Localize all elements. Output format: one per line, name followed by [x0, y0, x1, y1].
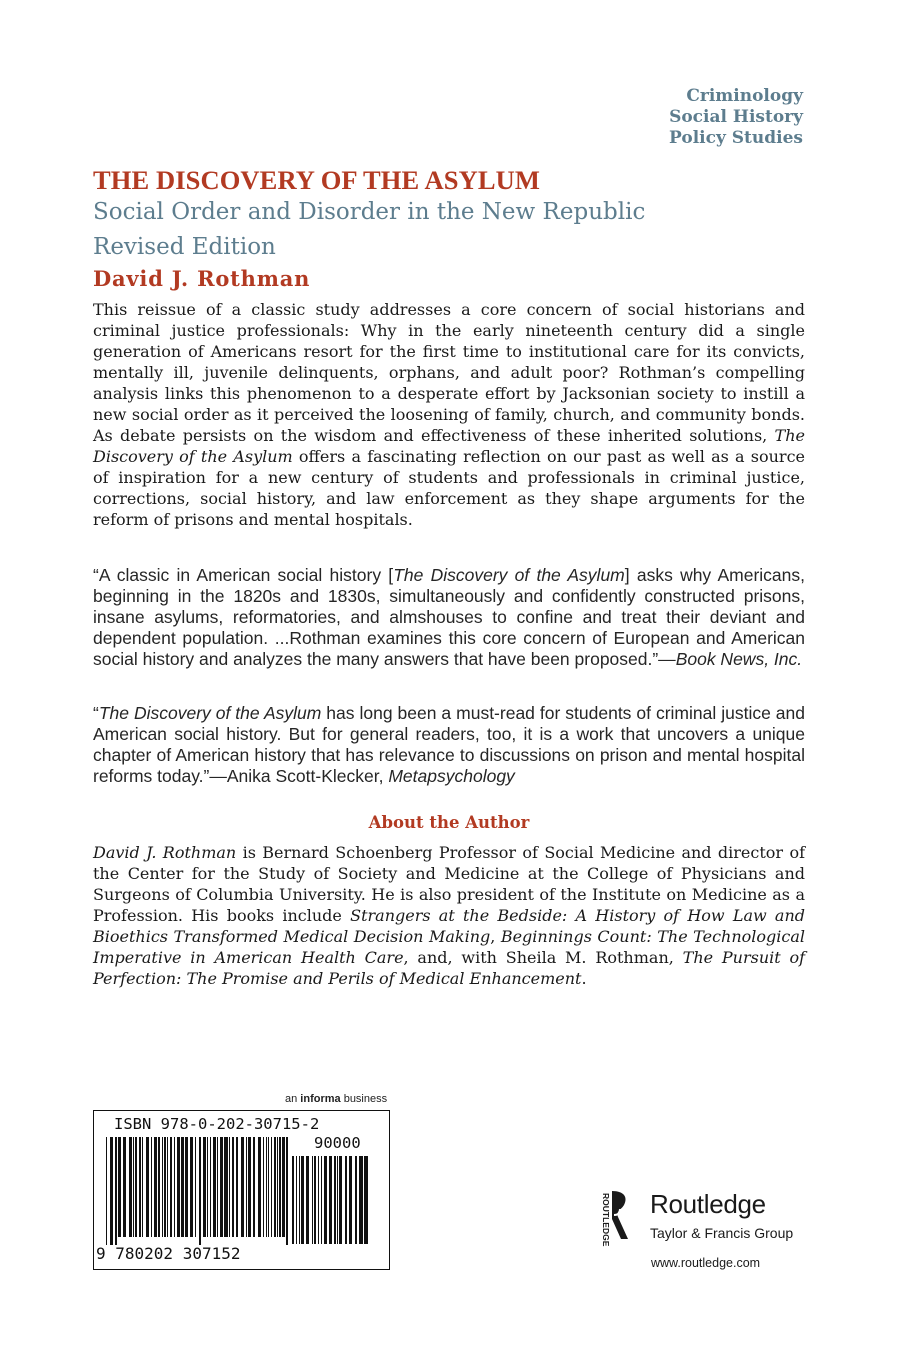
- book-description: This reissue of a classic study addresses a core concern of social historians and criminal justice professionals: Why in the early nineteenth century did a single generation of Americans resort for the first time to institutional care for its convicts, mentally ill, juvenile delinquents, orphans, and adult poor? Rothman’s compelling analysis links this phenomenon to a desperate effort by Jacksonian society to instill a new social order as it perceived the loosening of family, church, and community bonds. As debate persists on the wisdom and effectiveness of these inherited solutions, The Discovery of the Asylum offers a fascinating reflection on our past as well as a source of inspiration for a new century of students and professionals in criminal justice, corrections, social history, and law enforcement as they shape arguments for the reform of prisons and mental hospitals.: [93, 300, 806, 529]
- barcode-bar: [133, 1137, 134, 1237]
- barcode-bar: [279, 1137, 281, 1237]
- barcode-bar: [312, 1156, 313, 1244]
- barcode-bar: [164, 1137, 166, 1237]
- book-title: THE DISCOVERY OF THE ASYLUM: [93, 165, 540, 195]
- barcode-bar: [349, 1156, 352, 1244]
- barcode-bar: [177, 1137, 180, 1237]
- book-edition: Revised Edition: [93, 234, 276, 260]
- barcode-bar: [146, 1137, 149, 1237]
- barcode-bar: [213, 1137, 216, 1237]
- barcode-bar: [329, 1156, 332, 1244]
- barcode-bar: [203, 1137, 206, 1237]
- barcode-bar: [190, 1137, 193, 1237]
- about-author-heading: About the Author: [368, 813, 530, 832]
- barcode-bar: [110, 1137, 113, 1245]
- barcode-bar: [115, 1137, 117, 1245]
- barcode-bar: [334, 1156, 336, 1244]
- barcode-bar: [135, 1137, 137, 1237]
- barcode-bar: [345, 1156, 347, 1244]
- barcode-bar: [129, 1137, 132, 1237]
- about-author-text: David J. Rothman is Bernard Schoenberg Professor of Social Medicine and director of the Center for the Study of Society and Medicine at the College of Physicians and Surgeons of Columbia University. He is also president of the Institute on Medicine as a Profession. His books include Strangers at the Bedside: A History of How Law and Bioethics Transformed Medical Decision Making, Beginnings Count: The Technological Imperative in American Health Care, and, with Sheila M. Rothman, The Pursuit of Perfection: The Promise and Perils of Medical Enhancement.: [93, 843, 806, 988]
- category-policy-studies: Policy Studies: [669, 128, 803, 148]
- barcode-bar: [139, 1137, 141, 1237]
- barcode-bar: [185, 1137, 188, 1237]
- price-code: 90000: [314, 1134, 361, 1152]
- barcode-bar: [123, 1137, 126, 1237]
- barcode-bar: [142, 1137, 143, 1237]
- barcode-bar: [241, 1137, 244, 1237]
- subject-categories: [669, 86, 803, 149]
- review-book-news: “A classic in American social history [The Discovery of the Asylum] asks why Americans, beginning in the 1820s and 1830s, simultaneously and confidently constructed prisons, insane asylums, reformatories, and almshouses to confine and treat their deviant and dependent population. ...Rothman examines this core concern of European and American social history and analyzes the many answers that have been proposed.”—Book News, Inc.: [93, 565, 805, 669]
- barcode-bar: [286, 1137, 288, 1245]
- barcode-bar: [118, 1137, 121, 1237]
- barcode-bar: [195, 1137, 196, 1237]
- barcode-bar: [266, 1137, 267, 1237]
- barcode-bar: [248, 1137, 251, 1237]
- barcode-bar: [210, 1137, 211, 1237]
- publisher-website[interactable]: www.routledge.com: [651, 1256, 761, 1270]
- barcode-bar: [337, 1156, 338, 1244]
- publisher-name: Routledge: [650, 1189, 766, 1219]
- barcode-bar: [274, 1137, 276, 1237]
- barcode-bar: [207, 1137, 208, 1237]
- barcode-bar: [299, 1156, 300, 1244]
- barcode-bar: [324, 1156, 327, 1244]
- barcode-bar: [314, 1156, 316, 1244]
- barcode-bar: [167, 1137, 168, 1237]
- barcode-bar: [306, 1156, 309, 1244]
- barcode-bar: [154, 1137, 157, 1237]
- barcode-bar: [339, 1156, 342, 1244]
- barcode-bar: [106, 1137, 107, 1245]
- barcode-bar: [174, 1137, 175, 1237]
- barcode-bar: [229, 1137, 230, 1237]
- publisher-group: Taylor & Francis Group: [650, 1225, 794, 1241]
- barcode-bar: [181, 1137, 184, 1237]
- barcode-bar: [246, 1137, 247, 1237]
- ean-barcode-bars: [106, 1137, 296, 1245]
- category-criminology: Criminology: [686, 86, 803, 106]
- barcode-bar: [162, 1137, 163, 1237]
- barcode-bar: [263, 1137, 264, 1237]
- book-author: David J. Rothman: [93, 266, 311, 291]
- barcode-bar: [292, 1156, 294, 1244]
- barcode-bar: [282, 1137, 285, 1237]
- barcode-bar: [253, 1137, 255, 1237]
- barcode-bar: [364, 1156, 368, 1244]
- routledge-logo-icon: [594, 1189, 636, 1247]
- barcode-bar: [359, 1156, 363, 1244]
- barcode-bar: [199, 1137, 201, 1245]
- isbn-label: ISBN 978-0-202-30715-2: [114, 1115, 320, 1133]
- barcode-bar: [170, 1137, 172, 1237]
- isbn-barcode: [93, 1110, 390, 1270]
- barcode-bar: [151, 1137, 152, 1237]
- barcode-bar: [301, 1156, 304, 1244]
- barcode-bar: [258, 1137, 261, 1237]
- informa-business-label: an informa business: [285, 1093, 388, 1105]
- book-subtitle: Social Order and Disorder in the New Republic: [93, 199, 646, 225]
- barcode-bar: [217, 1137, 218, 1237]
- barcode-bar: [296, 1156, 297, 1244]
- barcode-bar: [277, 1137, 278, 1237]
- barcode-bar: [268, 1137, 269, 1237]
- price-barcode-bars: [292, 1156, 374, 1244]
- routledge-logo-text: ROUTLEDGE: [601, 1193, 611, 1247]
- barcode-bar: [224, 1137, 228, 1237]
- category-social-history: Social History: [669, 107, 803, 127]
- ean-number: 9 780202 307152: [96, 1244, 241, 1263]
- barcode-bar: [271, 1137, 272, 1237]
- barcode-bar: [220, 1137, 223, 1237]
- barcode-bar: [318, 1156, 319, 1244]
- barcode-bar: [321, 1156, 322, 1244]
- barcode-bar: [355, 1156, 357, 1244]
- barcode-bar: [236, 1137, 238, 1237]
- barcode-bar: [232, 1137, 234, 1237]
- barcode-bar: [158, 1137, 160, 1237]
- review-metapsychology: “The Discovery of the Asylum has long been a must-read for students of criminal justice and American social history. But for general readers, too, it is a work that uncovers a unique chapter of American history that has relevance to discussions on prison and mental hospital reforms today.”—Anika Scott-Klecker, Metapsychology: [93, 703, 805, 786]
